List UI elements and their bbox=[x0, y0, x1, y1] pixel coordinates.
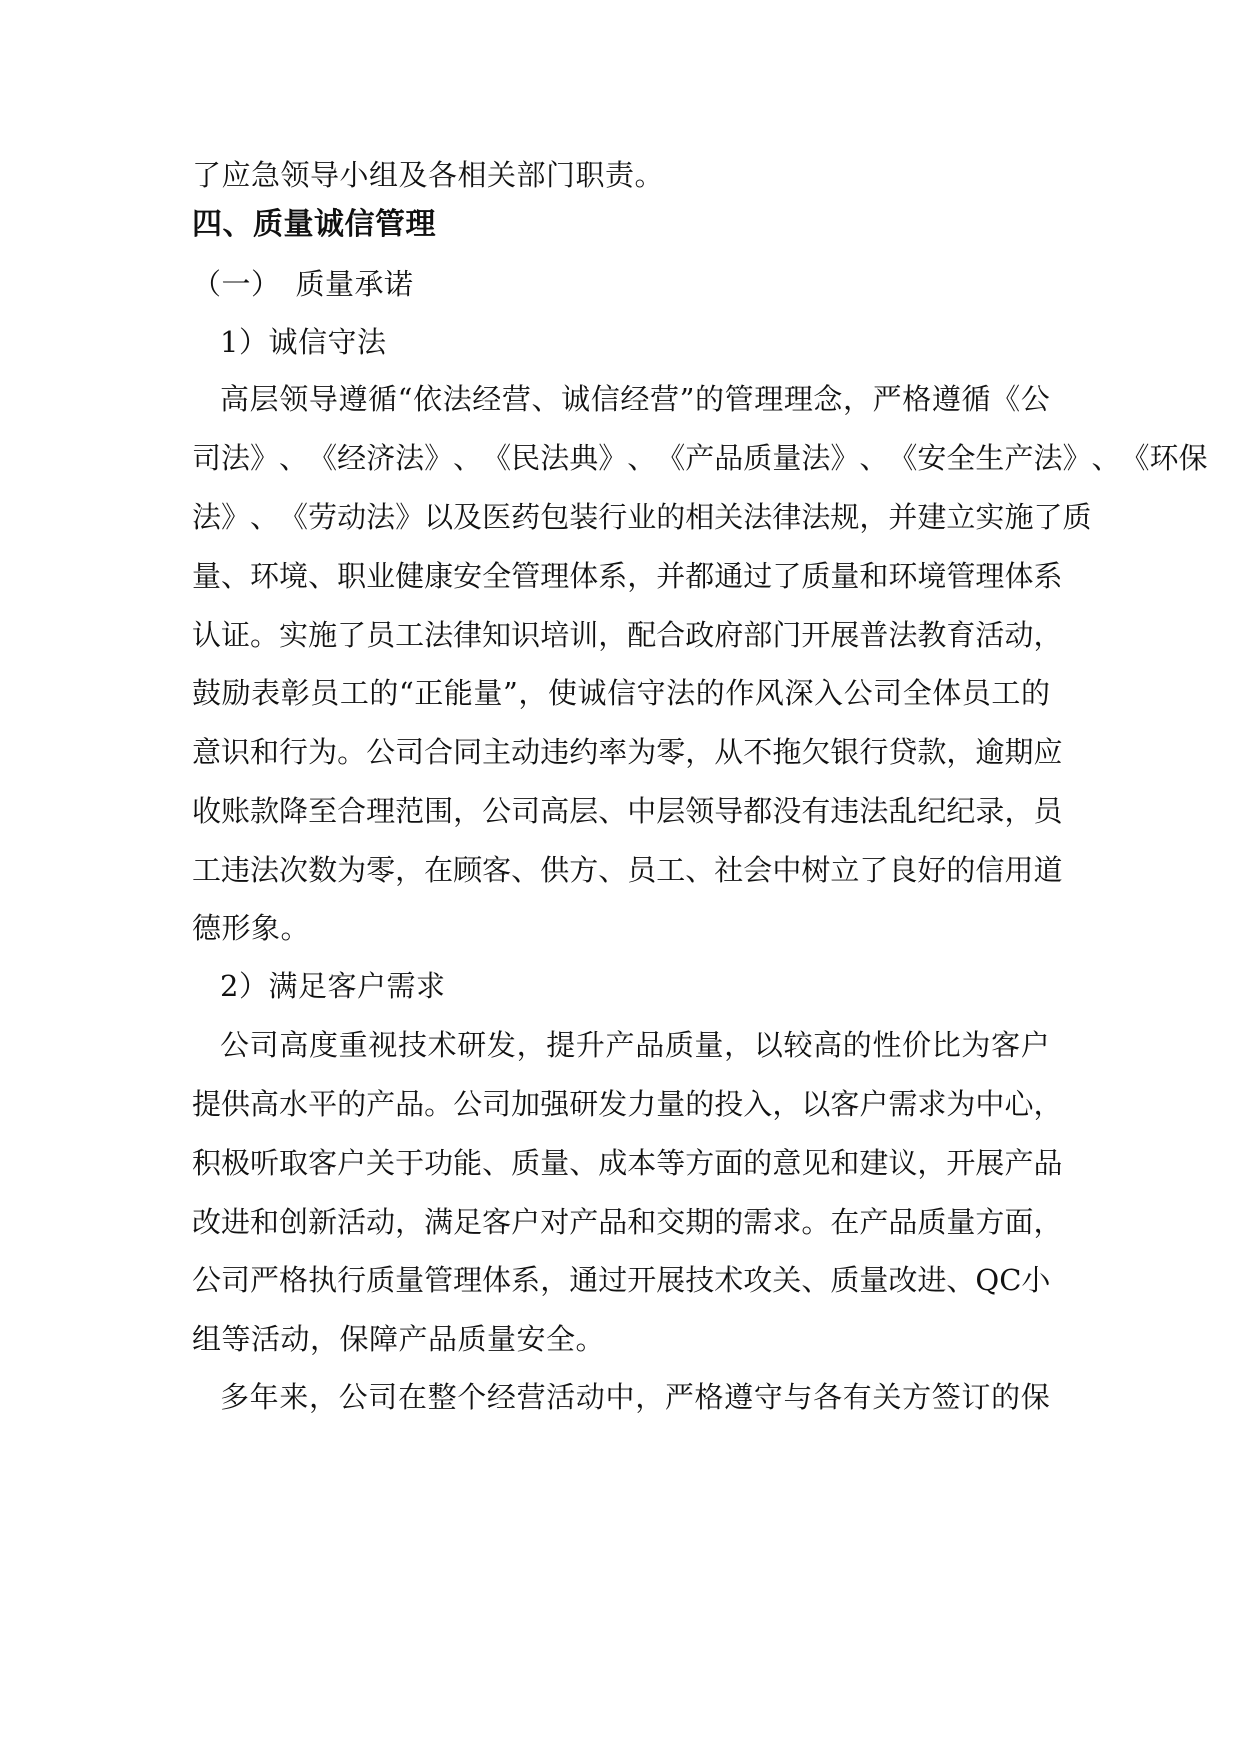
section-heading: 四、质量诚信管理 bbox=[192, 207, 436, 242]
paragraph-line: 公 司 严 格 执 行 质 量 管 理 体 系 ， 通 过 开 展 技 术 攻 关 、 质 量 改 进 、 Q C 小 bbox=[192, 1263, 1051, 1297]
paragraph-line: 意 识 和 行 为 。 公 司 合 同 主 动 违 约 率 为 零 ， 从 不 拖 欠 银 行 贷 款 ， 逾 期 应 bbox=[192, 735, 1063, 769]
paragraph-line: 德形象。 bbox=[192, 911, 311, 945]
paragraph-line: 司 法 》 、 《 经 济 法 》 、 《 民 法 典 》 、 《 产 品 质 量 法 》 、 《 安 全 生 产 法 》 、 《 环 保 bbox=[192, 441, 1208, 475]
paragraph-line: 法 》 、 《 劳 动 法 》 以 及 医 药 包 装 行 业 的 相 关 法 律 法 规 ， 并 建 立 实 施 了 质 bbox=[192, 500, 1092, 534]
paragraph-line: 改 进 和 创 新 活 动 ， 满 足 客 户 对 产 品 和 交 期 的 需 求 。 在 产 品 质 量 方 面 ， bbox=[192, 1205, 1063, 1239]
paragraph-line: 鼓 励 表 彰 员 工 的 “ 正 能 量 ” ， 使 诚 信 守 法 的 作 风 深 入 公 司 全 体 员 工 的 bbox=[192, 676, 1050, 710]
paragraph-tail-line: 了应急领导小组及各相关部门职责。 bbox=[192, 158, 665, 192]
item-heading-integrity: 1）诚信守法 bbox=[220, 325, 387, 359]
paragraph-line: 公 司 高 度 重 视 技 术 研 发 ， 提 升 产 品 质 量 ， 以 较 高 的 性 价 比 为 客 户 bbox=[220, 1028, 1050, 1062]
item-heading-customer: 2）满足客户需求 bbox=[220, 969, 446, 1003]
paragraph-line: 量 、 环 境 、 职 业 健 康 安 全 管 理 体 系 ， 并 都 通 过 了 质 量 和 环 境 管 理 体 系 bbox=[192, 559, 1063, 593]
paragraph-line: 工 违 法 次 数 为 零 ， 在 顾 客 、 供 方 、 员 工 、 社 会 中 树 立 了 良 好 的 信 用 道 bbox=[192, 853, 1063, 887]
paragraph-line: 高 层 领 导 遵 循 “ 依 法 经 营 、 诚 信 经 营 ” 的 管 理 理 念 ， 严 格 遵 循 《 公 bbox=[220, 382, 1050, 416]
paragraph-line: 组等活动，保障产品质量安全。 bbox=[192, 1322, 606, 1356]
paragraph-line: 提 供 高 水 平 的 产 品 。 公 司 加 强 研 发 力 量 的 投 入 ， 以 客 户 需 求 为 中 心 ， bbox=[192, 1087, 1063, 1121]
subsection-heading: （一） 质量承诺 bbox=[192, 267, 414, 301]
paragraph-line: 多 年 来 ， 公 司 在 整 个 经 营 活 动 中 ， 严 格 遵 守 与 各 有 关 方 签 订 的 保 bbox=[220, 1380, 1050, 1414]
paragraph-line: 认 证 。 实 施 了 员 工 法 律 知 识 培 训 ， 配 合 政 府 部 门 开 展 普 法 教 育 活 动 ， bbox=[192, 618, 1063, 652]
paragraph-line: 积 极 听 取 客 户 关 于 功 能 、 质 量 、 成 本 等 方 面 的 意 见 和 建 议 ， 开 展 产 品 bbox=[192, 1146, 1063, 1180]
paragraph-line: 收 账 款 降 至 合 理 范 围 ， 公 司 高 层 、 中 层 领 导 都 没 有 违 法 乱 纪 纪 录 ， 员 bbox=[192, 794, 1063, 828]
